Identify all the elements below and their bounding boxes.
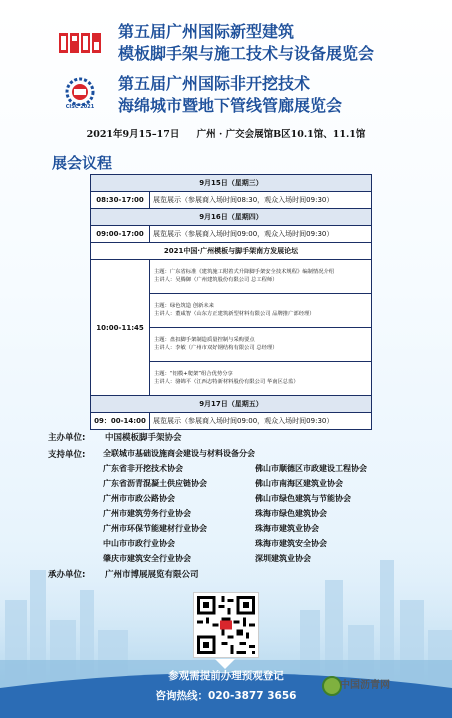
forum-header-row [91,243,372,260]
session-topic: 主题：广东省标准《建筑施工附着式升降脚手架安全技术规程》编制情况介绍 [154,269,335,275]
support-org-right: 佛山市南海区建筑业协会 [255,478,343,488]
day3-time: 09：00-14:00 [91,413,150,430]
support-label: 支持单位: [48,450,86,460]
agenda-day-header [91,209,372,226]
expo1-title-line1: 第五届广州国际新型建筑 [118,22,295,41]
table-row [91,226,372,243]
day2-time: 09:00-17:00 [91,226,150,243]
expo2-title-line2: 海绵城市暨地下管线管廊展览会 [118,96,343,115]
watermark-logo-icon [322,676,342,696]
forum-title: 2021中国·广州模板与脚手架南方发展论坛 [91,243,372,260]
table-row [91,192,372,209]
support-org-left: 广州市环保节能建材行业协会 [103,523,207,533]
support-org-left: 肇庆市建筑安全行业协会 [103,553,191,563]
session-speaker: 主讲人：董咸智（山东方正建筑新型材料有限公司 品牌推广部经理） [154,310,315,317]
day2-event: 展览展示（参展商入场时间09:00，观众入场时间09:30） [150,226,372,243]
cisc-gear-logo-icon [57,74,103,106]
day2-header: 9月16日（星期四） [91,209,372,226]
support-org-right: 珠海市建筑安全协会 [255,538,327,548]
host-name: 中国模板脚手架协会 [105,433,182,443]
agenda-table [90,174,372,430]
support-org-left: 广州市建筑劳务行业协会 [103,508,191,518]
support-org-right: 深圳建筑业协会 [255,553,311,563]
support-org-right: 佛山市绿色建筑与节能协会 [255,493,351,503]
table-row [91,413,372,430]
contractor-name: 广州市博展展览有限公司 [105,570,199,580]
cisc-logo-text: CISC 2021 [65,104,95,110]
forum-time: 10:00-11:45 [91,260,150,396]
date-venue-line [0,126,452,140]
session-speaker: 主讲人：骆锦平（江西志特新材料股份有限公司 华南区总监） [154,378,299,385]
hotline: 咨询热线：020-3877 3656 [155,690,297,702]
forum-session [150,362,372,396]
support-org-left: 中山市市政行业协会 [103,538,175,548]
day3-event: 展览展示（参展商入场时间09:00，观众入场时间09:30） [150,413,372,430]
session-topic: 主题：“铝模+爬架”组合优势分享 [154,371,233,377]
qr-code-icon[interactable] [193,592,259,658]
support-org-right: 珠海市建筑业协会 [255,523,319,533]
cfs-logo-icon [57,30,105,56]
support-org-left: 广东省沥青混凝土供应链协会 [103,478,207,488]
contractor-label: 承办单位: [48,570,86,580]
table-row [91,260,372,294]
host-label: 主办单位: [48,433,86,443]
session-topic: 主题：盘扣脚手架制造质量控制与采购要点 [154,337,255,343]
agenda-day-header [91,175,372,192]
watermark-text: 中国沥青网 [340,680,390,691]
expo-venue: 广州 · 广交会展馆B区10.1馆、11.1馆 [196,129,366,140]
support-org-right: 珠海市绿色建筑协会 [255,508,327,518]
forum-session [150,260,372,294]
session-speaker: 主讲人：李敏（广州市双好钢结构有限公司 总经理） [154,344,278,351]
support-org-right: 佛山市顺德区市政建设工程协会 [255,463,367,473]
support-org-left: 广东省非开挖技术协会 [103,463,183,473]
registration-notice: 参观需提前办理预观登记 [168,670,284,682]
expo1-title-line2: 模板脚手架与施工技术与设备展览会 [118,44,375,63]
forum-session [150,294,372,328]
support-org-left: 全联城市基础设施商会建设与材料设备分会 [103,448,255,458]
session-topic: 主题：绿色筑造 创新未来 [154,303,214,309]
expo2-title-line1: 第五届广州国际非开挖技术 [118,74,311,93]
support-org-left: 广州市市政公路协会 [103,493,175,503]
agenda-day-header [91,396,372,413]
expo-dates: 2021年9月15–17日 [86,129,180,140]
day1-event: 展览展示（参展商入场时间08:30，观众入场时间09:30） [150,192,372,209]
session-speaker: 主讲人：吴腾御（广州建筑股份有限公司 总工程师） [154,276,278,283]
day1-header: 9月15日（星期三） [91,175,372,192]
agenda-heading: 展会议程 [52,154,113,172]
forum-session [150,328,372,362]
day3-header: 9月17日（星期五） [91,396,372,413]
day1-time: 08:30-17:00 [91,192,150,209]
